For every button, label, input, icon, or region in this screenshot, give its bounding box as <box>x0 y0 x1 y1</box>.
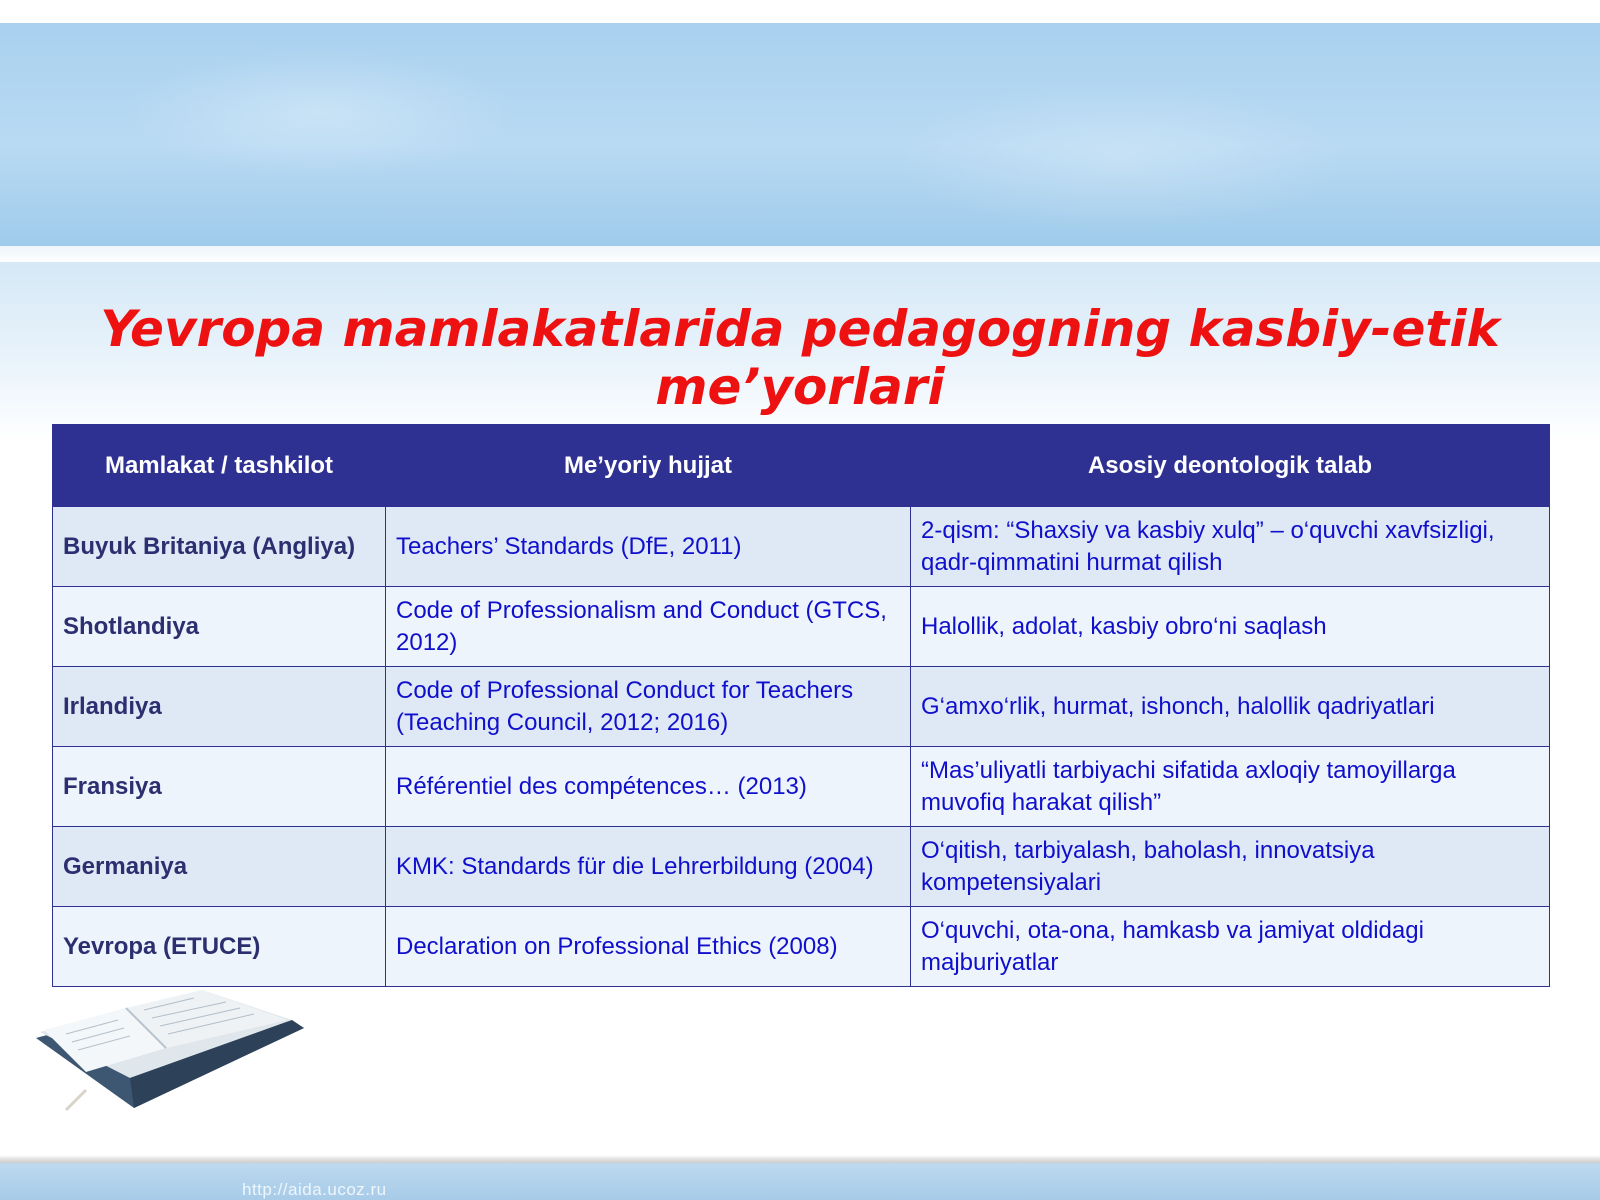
row-document: Teachers’ Standards (DfE, 2011) <box>386 507 911 587</box>
row-country: Yevropa (ETUCE) <box>53 907 386 987</box>
row-requirement: Halollik, adolat, kasbiy obro‘ni saqlash <box>911 587 1550 667</box>
row-document: Code of Professional Conduct for Teachers (Teaching Council, 2012; 2016) <box>386 667 911 747</box>
table-row <box>53 667 1550 747</box>
table-row <box>53 907 1550 987</box>
table-row <box>53 827 1550 907</box>
row-requirement: G‘amxo‘rlik, hurmat, ishonch, halollik qadriyatlari <box>911 667 1550 747</box>
footer-url: http://aida.ucoz.ru <box>242 1180 387 1199</box>
row-country: Buyuk Britaniya (Angliya) <box>53 507 386 587</box>
table-header-row <box>53 425 1550 507</box>
table-row <box>53 747 1550 827</box>
title-line-1: Yevropa mamlakatlarida pedagogning kasbiy-etik <box>100 299 1500 358</box>
row-document: Code of Professionalism and Conduct (GTCS, 2012) <box>386 587 911 667</box>
footer-band <box>0 1163 1600 1200</box>
row-requirement: O‘quvchi, ota-ona, hamkasb va jamiyat oldidagi majburiyatlar <box>911 907 1550 987</box>
standards-table <box>52 424 1550 987</box>
open-book-icon <box>26 990 316 1140</box>
top-decorative-band <box>0 23 1600 246</box>
table-row <box>53 587 1550 667</box>
row-document: Référentiel des compétences… (2013) <box>386 747 911 827</box>
header-country: Mamlakat / tashkilot <box>53 425 386 507</box>
row-requirement: “Mas’uliyatli tarbiyachi sifatida axloqiy tamoyillarga muvofiq harakat qilish” <box>911 747 1550 827</box>
row-country: Shotlandiya <box>53 587 386 667</box>
row-country: Irlandiya <box>53 667 386 747</box>
row-document: KMK: Standards für die Lehrerbildung (2004) <box>386 827 911 907</box>
table-row <box>53 507 1550 587</box>
header-document: Me’yoriy hujjat <box>386 425 911 507</box>
row-requirement: 2-qism: “Shaxsiy va kasbiy xulq” – o‘quvchi xavfsizligi, qadr-qimmatini hurmat qilish <box>911 507 1550 587</box>
row-requirement: O‘qitish, tarbiyalash, baholash, innovatsiya kompetensiyalari <box>911 827 1550 907</box>
row-document: Declaration on Professional Ethics (2008) <box>386 907 911 987</box>
title-line-2: me’yorlari <box>655 357 945 416</box>
row-country: Germaniya <box>53 827 386 907</box>
slide-title <box>100 300 1500 416</box>
row-country: Fransiya <box>53 747 386 827</box>
header-requirement: Asosiy deontologik talab <box>911 425 1550 507</box>
